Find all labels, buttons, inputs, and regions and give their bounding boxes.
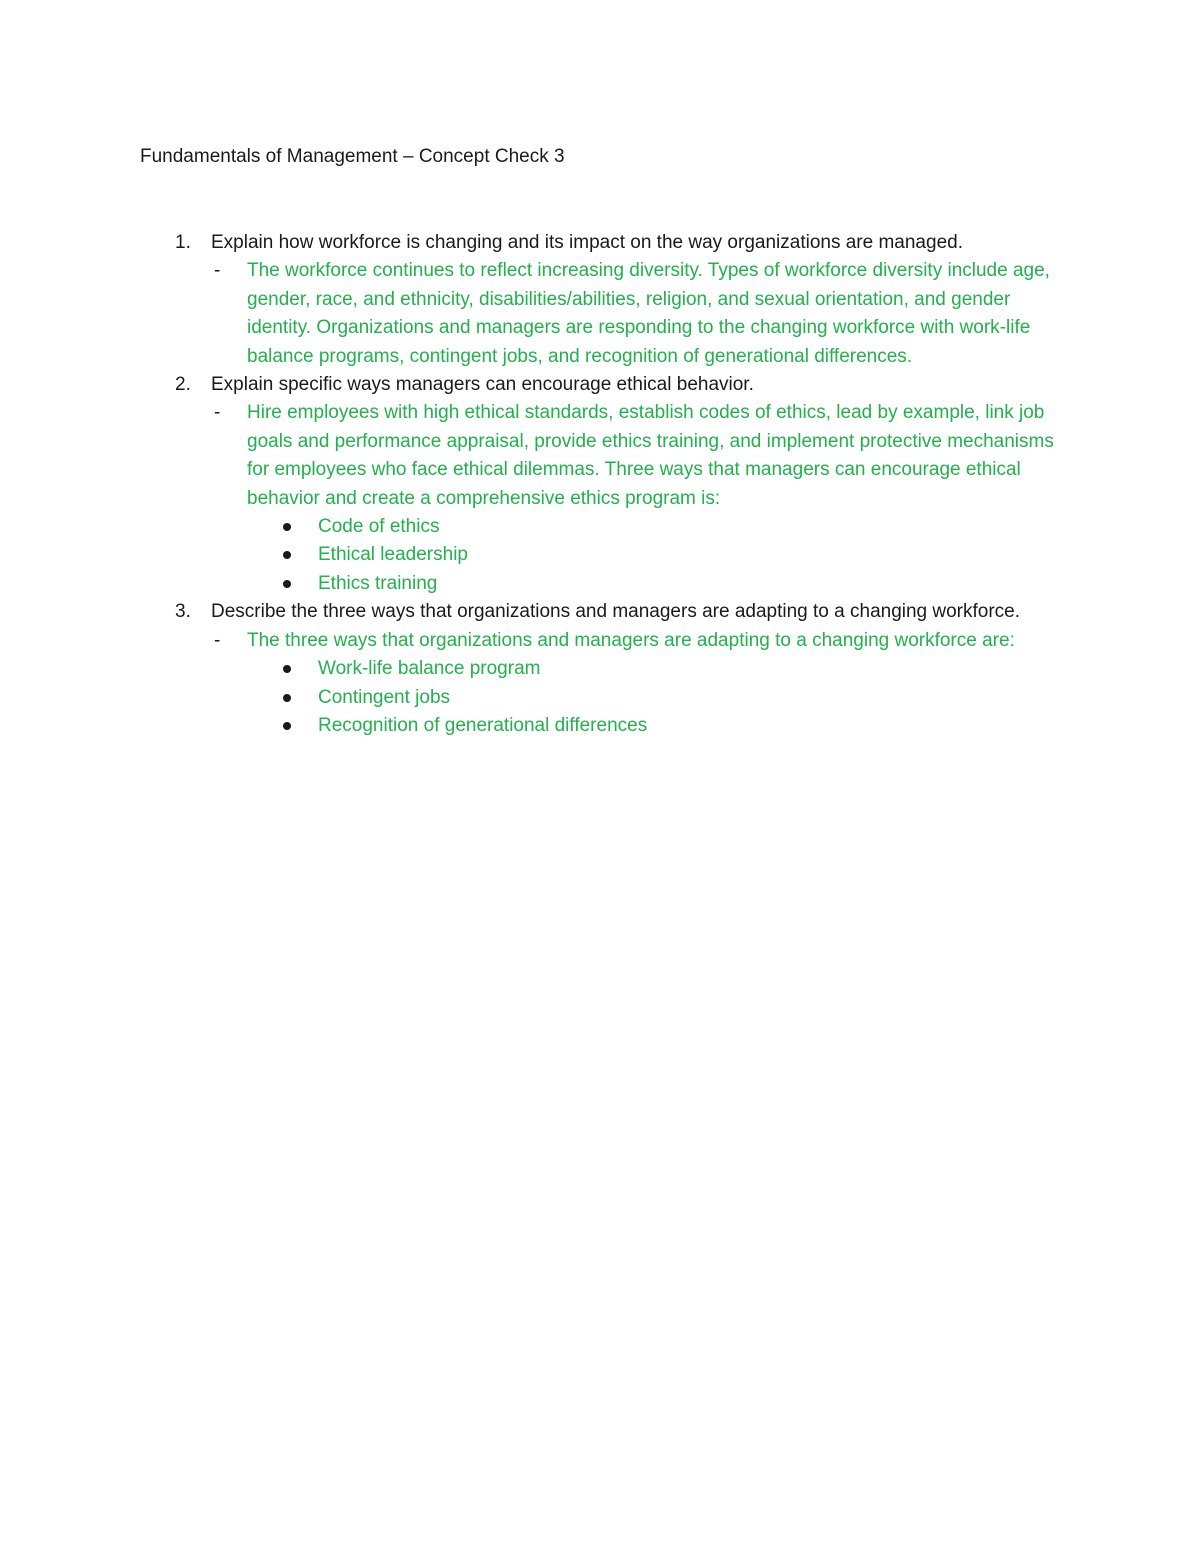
answer-text	[0, 257, 1067, 371]
answer-dash: -	[214, 402, 221, 424]
bullet-icon	[283, 694, 291, 702]
answer-body: The three ways that organizations and managers are adapting to a changing workforce are:	[247, 629, 1015, 651]
bullet-icon	[283, 523, 291, 531]
bullet-icon	[283, 665, 291, 673]
answer-body: Hire employees with high ethical standards, establish codes of ethics, lead by example, link job goals and performance appraisal, provide ethics training, and implement protective mechanisms for employees who face ethical dilemmas. Three ways that managers can encourage ethical behavior and create a comprehensive ethics program is:	[247, 402, 1054, 509]
question-line	[0, 598, 1200, 626]
bullet-item	[0, 712, 1200, 740]
answer-text	[0, 399, 1067, 513]
bullet-item	[0, 541, 1200, 569]
question-line	[0, 371, 1200, 399]
bullet-text: Ethical leadership	[318, 544, 468, 566]
bullet-text: Contingent jobs	[318, 686, 451, 708]
bullet-item	[0, 655, 1200, 683]
bullet-item	[0, 570, 1200, 598]
answer-bullet-list	[0, 655, 1200, 740]
question-text: Explain specific ways managers can encourage ethical behavior.	[211, 374, 754, 396]
bullet-icon	[283, 722, 291, 730]
answer-dash: -	[214, 260, 221, 282]
bullet-icon	[283, 580, 291, 588]
question-number: 1.	[175, 232, 191, 253]
answer-body: The workforce continues to reflect increasing diversity. Types of workforce diversity include age, gender, race, and ethnicity, disabilities/abilities, religion, and sexual orientation, and gender identity. Organizations and managers are responding to the changing workforce with work-life balance programs, contingent jobs, and recognition of generational differences.	[247, 260, 1050, 367]
question-item	[0, 598, 1200, 740]
bullet-text: Ethics training	[318, 572, 438, 594]
question-number: 2.	[175, 374, 191, 396]
question-item	[0, 371, 1200, 598]
question-line	[0, 229, 1200, 257]
document-title: Fundamentals of Management – Concept Check 3	[140, 146, 565, 167]
question-text: Describe the three ways that organizations and managers are adapting to a changing workforce.	[211, 601, 1021, 623]
question-number: 3.	[175, 601, 191, 623]
answer-bullet-list	[0, 513, 1200, 598]
bullet-text: Work-life balance program	[318, 658, 541, 680]
answer-dash: -	[214, 629, 221, 651]
bullet-icon	[283, 551, 291, 559]
question-item	[0, 229, 1200, 371]
bullet-text: Code of ethics	[318, 516, 440, 538]
question-list	[0, 229, 1200, 740]
bullet-item	[0, 684, 1200, 712]
question-text: Explain how workforce is changing and its impact on the way organizations are managed.	[211, 232, 963, 253]
answer-text	[0, 627, 1067, 655]
bullet-item	[0, 513, 1200, 541]
bullet-text: Recognition of generational differences	[318, 714, 648, 736]
